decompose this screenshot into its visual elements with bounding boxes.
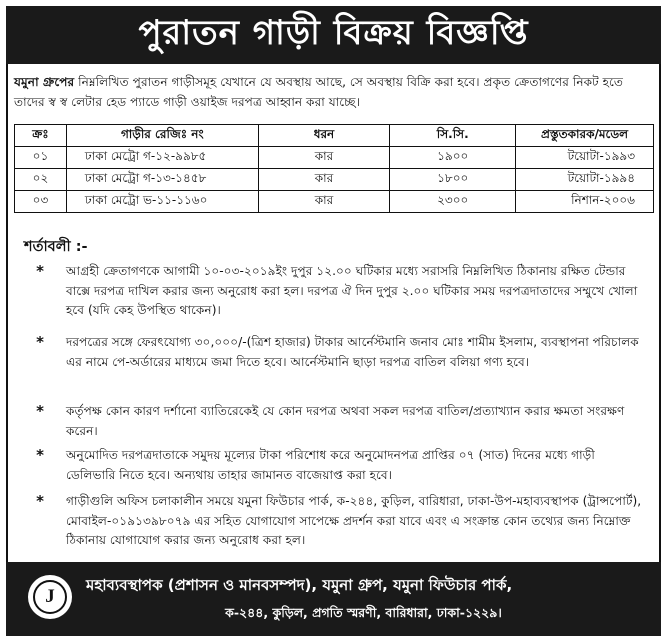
cell-model: নিশান-২০০৬ bbox=[516, 191, 654, 213]
term-item bbox=[14, 262, 654, 321]
cell-registration: ঢাকা মেট্রো গ-১২-৯৯৮৫ bbox=[66, 147, 258, 169]
footer-address-line: ক-২৪৪, কুড়িল, প্রগতি স্মরণী, বারিধারা, ঢাকা-১২২৯। bbox=[225, 605, 502, 620]
table-row bbox=[15, 147, 654, 169]
cell-model: টয়োটা-১৯৯৩ bbox=[516, 147, 654, 169]
term-item bbox=[14, 402, 654, 441]
table-header-row bbox=[15, 125, 654, 147]
intro-company: যমুনা গ্রুপের bbox=[14, 75, 75, 89]
bullet-icon: * bbox=[36, 402, 44, 420]
bullet-icon: * bbox=[36, 333, 44, 351]
table-row bbox=[15, 191, 654, 213]
cell-type: কার bbox=[258, 147, 390, 169]
term-item bbox=[14, 492, 654, 551]
cell-cc: ১৮০০ bbox=[390, 169, 516, 191]
notice-title-bar bbox=[6, 6, 661, 64]
footer-bar bbox=[6, 562, 661, 636]
cell-registration: ঢাকা মেট্রো ভ-১১-১১৬০ bbox=[66, 191, 258, 213]
intro-paragraph bbox=[14, 72, 654, 112]
footer-contact-line: মহাব্যবস্থাপক (প্রশাসন ও মানবসম্পদ), যমুনা গ্রুপ, যমুনা ফিউচার পার্ক, bbox=[86, 576, 513, 594]
bullet-icon: * bbox=[36, 492, 44, 510]
header-registration: গাড়ীর রেজিঃ নং bbox=[66, 125, 258, 147]
term-item bbox=[14, 333, 654, 372]
term-item bbox=[14, 446, 654, 485]
cell-serial: ০৩ bbox=[15, 191, 67, 213]
intro-text: নিম্নলিখিত পুরাতন গাড়ীসমূহ যেখানে যে অবস্থায় আছে, সে অবস্থায় বিক্রি করা হবে। প্রকৃত ক্রেতাগণের নিকট হতে তাদের স্ব স্ব লেটার হেড প্যাডে গাড়ী ওয়াইজ দরপত্র আহ্বান করা যাচ্ছে। bbox=[14, 75, 624, 109]
header-model: প্রস্তুতকারক/মডেল bbox=[516, 125, 654, 147]
header-serial: ক্রঃ bbox=[15, 125, 67, 147]
cell-cc: ১৯০০ bbox=[390, 147, 516, 169]
cell-serial: ০২ bbox=[15, 169, 67, 191]
cell-model: টয়োটা-১৯৯৪ bbox=[516, 169, 654, 191]
vehicle-table bbox=[14, 124, 654, 213]
header-cc: সি.সি. bbox=[390, 125, 516, 147]
cell-type: কার bbox=[258, 191, 390, 213]
notice-title: পুরাতন গাড়ী বিক্রয় বিজ্ঞপ্তি bbox=[138, 12, 529, 53]
header-type: ধরন bbox=[258, 125, 390, 147]
term-text: গাড়ীগুলি অফিস চলাকালীন সময়ে যমুনা ফিউচার পার্ক, ক-২৪৪, কুড়িল, বারিধারা, ঢাকা-উপ-মহাব্যবস্থাপক (ট্রান্সপোর্ট), মোবাইল-০১৯১৩৯৮০৭৯ এর সহিত যোগাযোগ সাপেক্ষে প্রদর্শন করা যাবে এবং এ সংক্রান্ত কোন তথ্যের জন্য নিম্নোক্ত ঠিকানায় যোগাযোগ করার জন্য অনুরোধ করা হল। bbox=[66, 494, 642, 547]
terms-heading: শর্তাবলী :- bbox=[24, 239, 88, 255]
cell-serial: ০১ bbox=[15, 147, 67, 169]
term-text: অনুমোদিত দরপত্রদাতাকে সমুদয় মূল্যের টাকা পরিশোধ করে অনুমোদনপত্র প্রাপ্তির ০৭ (সাত) দিনের মধ্যে গাড়ী ডেলিভারি নিতে হবে। অন্যথায় তাহার জামানত বাজেয়াপ্ত করা হবে। bbox=[66, 448, 595, 482]
table-row bbox=[15, 169, 654, 191]
cell-cc: ২৩০০ bbox=[390, 191, 516, 213]
logo-letter: J bbox=[33, 580, 67, 614]
cell-type: কার bbox=[258, 169, 390, 191]
bullet-icon: * bbox=[36, 446, 44, 464]
term-text: দরপত্রের সঙ্গে ফেরৎযোগ্য ৩০,০০০/-(ত্রিশ হাজার) টাকার আর্নেস্টমানি জনাব মোঃ শামীম ইসলাম, ব্যবস্থাপনা পরিচালক এর নামে পে-অর্ডারের মাধ্যমে জমা দিতে হবে। আর্নেস্টমানি ছাড়া দরপত্র বাতিল বলিয়া গণ্য হবে। bbox=[66, 335, 639, 369]
term-text: কর্তৃপক্ষ কোন কারণ দর্শানো ব্যাতিরেকেই যে কোন দরপত্র অথবা সকল দরপত্র বাতিল/প্রত্যাখ্যান করার ক্ষমতা সংরক্ষণ করেন। bbox=[66, 404, 625, 438]
cell-registration: ঢাকা মেট্রো গ-১৩-১৪৫৮ bbox=[66, 169, 258, 191]
bullet-icon: * bbox=[36, 262, 44, 280]
term-text: আগ্রহী ক্রেতাগণকে আগামী ১০-০৩-২০১৯ইং দুপুর ১২.০০ ঘটিকার মধ্যে সরাসরি নিম্নলিখিত ঠিকানায় রক্ষিত টেন্ডার বাক্সে দরপত্র দাখিল করার জন্য অনুরোধ করা হল। দরপত্র ঐ দিন দুপুর ২.০০ ঘটিকার সময় দরপত্রদাতাদের সম্মুখে খোলা হবে (যদি কেহ উপস্থিত থাকেন)। bbox=[66, 264, 638, 317]
